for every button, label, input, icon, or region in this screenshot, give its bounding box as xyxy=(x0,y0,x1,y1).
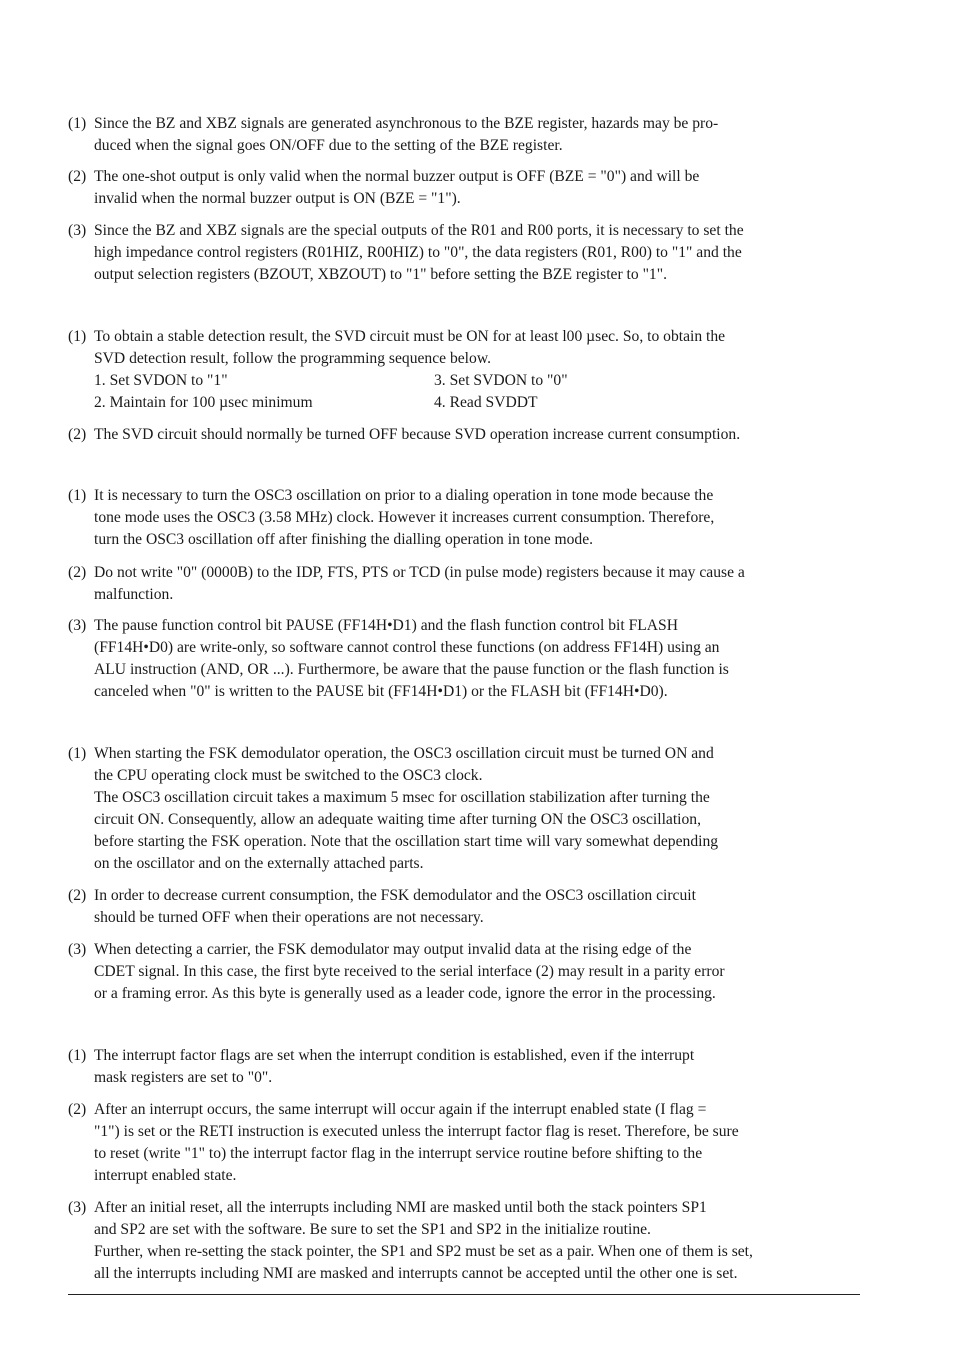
text-line: The interrupt factor flags are set when the interrupt condition is established, even if the interrupt xyxy=(94,1047,695,1064)
note-item xyxy=(68,166,863,210)
item-number: (1) xyxy=(68,1047,87,1064)
text-line: CDET signal. In this case, the first byte received to the serial interface (2) may result in a parity error xyxy=(94,963,725,980)
text-line: (FF14H•D0) are write-only, so software cannot control these functions (on address FF14H) using an xyxy=(94,639,720,656)
text-line: Since the BZ and XBZ signals are generated asynchronous to the BZE register, hazards may be pro- xyxy=(94,115,719,132)
text-line: circuit ON. Consequently, allow an adequate waiting time after turning ON the OSC3 oscillation, xyxy=(94,811,702,828)
item-number: (1) xyxy=(68,328,87,345)
note-item xyxy=(68,1197,863,1285)
text-line: To obtain a stable detection result, the SVD circuit must be ON for at least l00 µsec. So, to obtain the xyxy=(94,328,726,345)
item-body xyxy=(94,743,863,875)
text-line: "1") is set or the RETI instruction is executed unless the interrupt factor flag is reset. Therefore, be sure xyxy=(94,1123,739,1140)
item-number: (1) xyxy=(68,115,87,132)
item-body xyxy=(94,485,863,551)
item-body xyxy=(94,1197,863,1285)
text-line: tone mode uses the OSC3 (3.58 MHz) clock. However it increases current consumption. Therefore, xyxy=(94,509,715,526)
note-item xyxy=(68,885,863,929)
text-line: The OSC3 oscillation circuit takes a maximum 5 msec for oscillation stabilization after turning the xyxy=(94,789,710,806)
text-line: invalid when the normal buzzer output is ON (BZE = "1"). xyxy=(94,190,461,207)
text-line: The pause function control bit PAUSE (FF14H•D1) and the flash function control bit FLASH xyxy=(94,617,678,634)
text-line: After an initial reset, all the interrupts including NMI are masked until both the stack pointers SP1 xyxy=(94,1199,707,1216)
item-number: (2) xyxy=(68,168,87,185)
text-line: on the oscillator and on the externally attached parts. xyxy=(94,855,424,872)
item-number: (1) xyxy=(68,745,87,762)
item-body xyxy=(94,1045,863,1089)
note-item xyxy=(68,562,863,606)
item-body xyxy=(94,615,863,703)
item-number: (2) xyxy=(68,1101,87,1118)
text-line: malfunction. xyxy=(94,586,174,603)
text-line: When detecting a carrier, the FSK demodulator may output invalid data at the rising edge of the xyxy=(94,941,692,958)
note-item xyxy=(68,743,863,875)
sequence-step: 4. Read SVDDT xyxy=(434,394,538,411)
note-item xyxy=(68,485,863,551)
sequence-step: 1. Set SVDON to "1" xyxy=(94,372,228,389)
text-line: In order to decrease current consumption, the FSK demodulator and the OSC3 oscillation circuit xyxy=(94,887,696,904)
text-line: duced when the signal goes ON/OFF due to the setting of the BZE register. xyxy=(94,137,563,154)
text-line: or a framing error. As this byte is generally used as a leader code, ignore the error in the processing. xyxy=(94,985,716,1002)
text-line: The one-shot output is only valid when the normal buzzer output is OFF (BZE = "0") and will be xyxy=(94,168,700,185)
item-body xyxy=(94,326,863,414)
item-number: (3) xyxy=(68,222,87,239)
item-number: (3) xyxy=(68,617,87,634)
text-line: Further, when re-setting the stack pointer, the SP1 and SP2 must be set as a pair. When one of them is set, xyxy=(94,1243,753,1260)
item-body xyxy=(94,166,863,210)
note-item xyxy=(68,939,863,1005)
text-line: high impedance control registers (R01HIZ, R00HIZ) to "0", the data registers (R01, R00) to "1" and the xyxy=(94,244,742,261)
text-line: After an interrupt occurs, the same interrupt will occur again if the interrupt enabled state (I flag = xyxy=(94,1101,707,1118)
text-line: When starting the FSK demodulator operation, the OSC3 oscillation circuit must be turned ON and xyxy=(94,745,714,762)
item-number: (3) xyxy=(68,1199,87,1216)
text-line: all the interrupts including NMI are masked and interrupts cannot be accepted until the other one is set. xyxy=(94,1265,738,1282)
note-item xyxy=(68,424,863,446)
sequence-step: 3. Set SVDON to "0" xyxy=(434,372,568,389)
text-line: output selection registers (BZOUT, XBZOUT) to "1" before setting the BZE register to "1". xyxy=(94,266,667,283)
text-line: SVD detection result, follow the programming sequence below. xyxy=(94,350,491,367)
item-body xyxy=(94,424,863,446)
text-line: The SVD circuit should normally be turned OFF because SVD operation increase current consumption. xyxy=(94,426,741,443)
text-line: to reset (write "1" to) the interrupt factor flag in the interrupt service routine before shifting to the xyxy=(94,1145,703,1162)
text-line: and SP2 are set with the software. Be sure to set the SP1 and SP2 in the initialize routine. xyxy=(94,1221,651,1238)
note-item xyxy=(68,1099,863,1187)
text-line: turn the OSC3 oscillation off after finishing the dialling operation in tone mode. xyxy=(94,531,594,548)
item-body xyxy=(94,939,863,1005)
text-line: Do not write "0" (0000B) to the IDP, FTS, PTS or TCD (in pulse mode) registers because it may cause a xyxy=(94,564,745,581)
text-line: should be turned OFF when their operations are not necessary. xyxy=(94,909,484,926)
text-line: Since the BZ and XBZ signals are the special outputs of the R01 and R00 ports, it is necessary to set the xyxy=(94,222,744,239)
item-body xyxy=(94,562,863,606)
note-item xyxy=(68,113,863,157)
item-number: (1) xyxy=(68,487,87,504)
text-line: interrupt enabled state. xyxy=(94,1167,237,1184)
item-number: (3) xyxy=(68,941,87,958)
note-item xyxy=(68,1045,863,1089)
programming-sequence xyxy=(94,370,863,414)
item-body xyxy=(94,1099,863,1187)
sequence-step: 2. Maintain for 100 µsec minimum xyxy=(94,394,313,411)
item-body xyxy=(94,113,863,157)
text-line: before starting the FSK operation. Note that the oscillation start time will vary somewhat depending xyxy=(94,833,719,850)
item-number: (2) xyxy=(68,426,87,443)
item-number: (2) xyxy=(68,564,87,581)
item-body xyxy=(94,885,863,929)
item-number: (2) xyxy=(68,887,87,904)
text-line: ALU instruction (AND, OR ...). Furthermore, be aware that the pause function or the flash function is xyxy=(94,661,729,678)
text-line: It is necessary to turn the OSC3 oscillation on prior to a dialing operation in tone mode because the xyxy=(94,487,714,504)
text-line: canceled when "0" is written to the PAUSE bit (FF14H•D1) or the FLASH bit (FF14H•D0). xyxy=(94,683,668,700)
note-item xyxy=(68,220,863,286)
note-item xyxy=(68,615,863,703)
item-body xyxy=(94,220,863,286)
note-item xyxy=(68,326,863,414)
text-line: mask registers are set to "0". xyxy=(94,1069,273,1086)
footer-divider xyxy=(68,1294,860,1295)
text-line: the CPU operating clock must be switched to the OSC3 clock. xyxy=(94,767,483,784)
